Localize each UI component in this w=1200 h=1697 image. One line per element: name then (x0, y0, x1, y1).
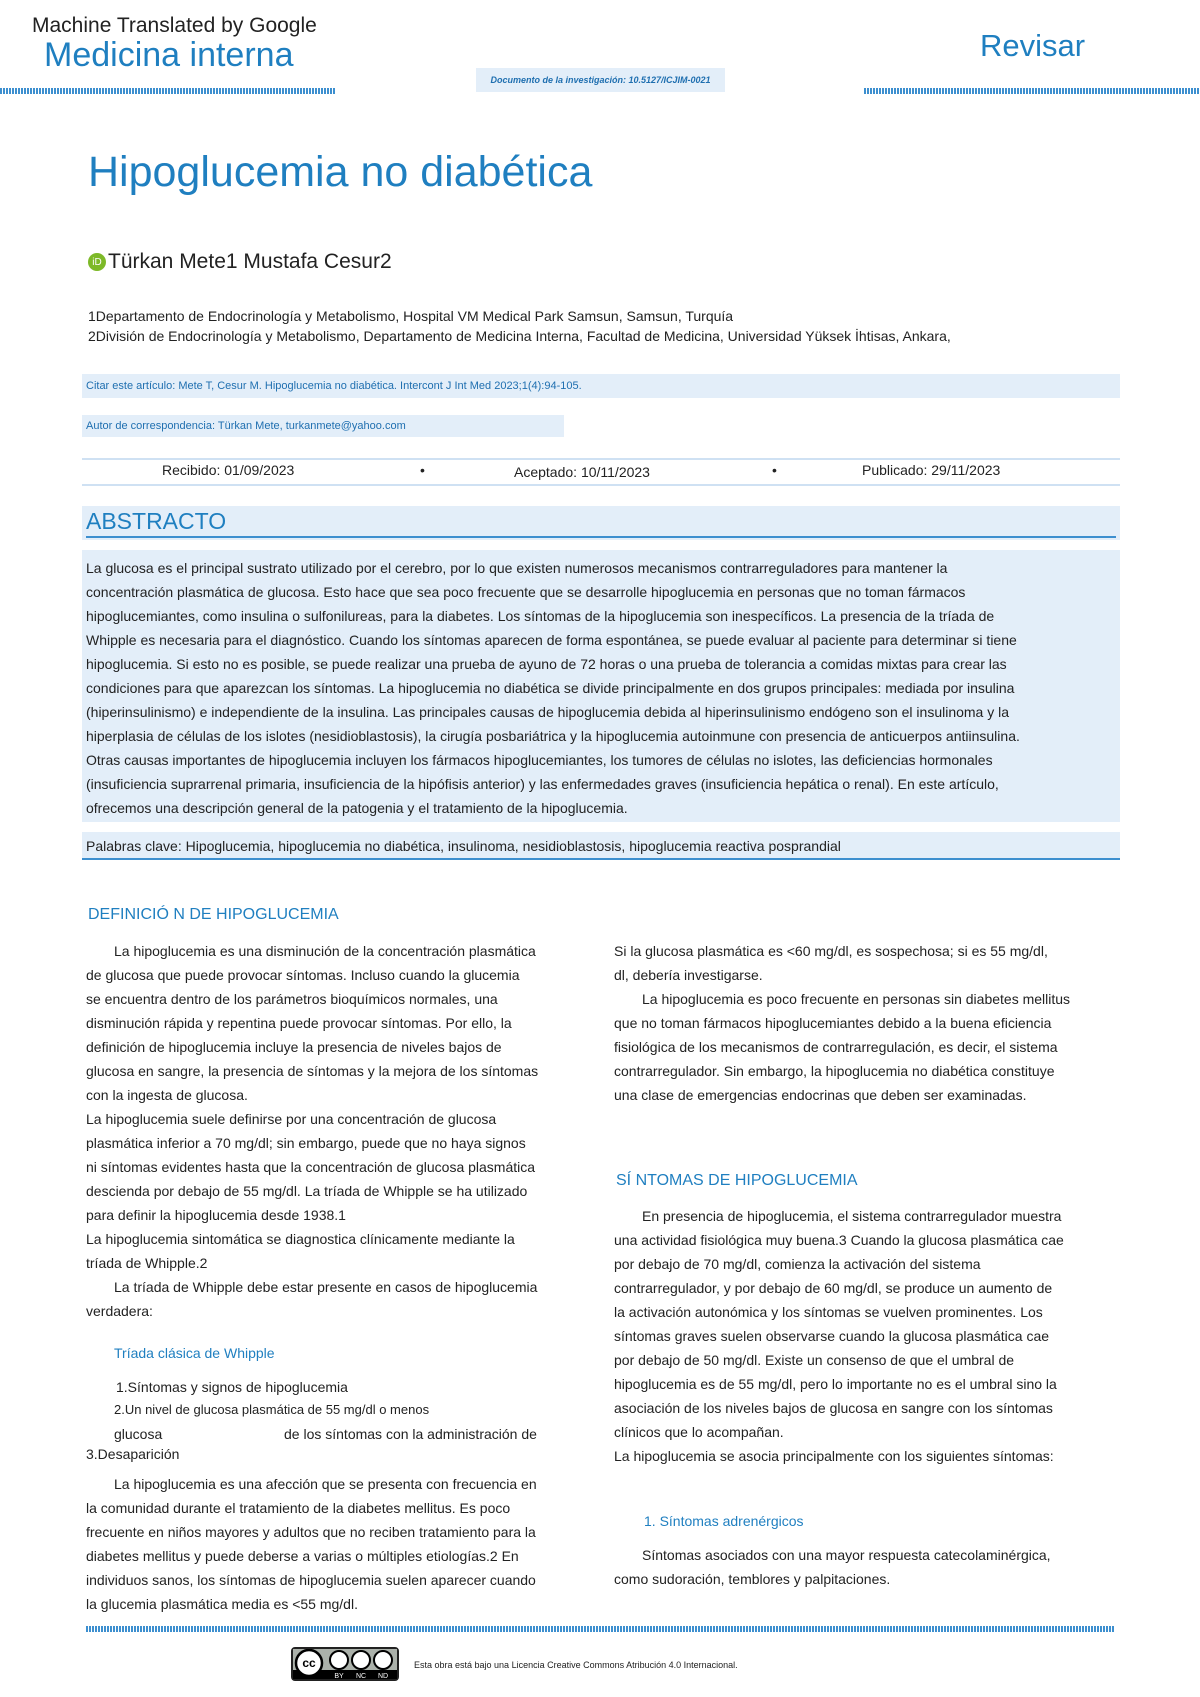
abstract-line: Otras causas importantes de hipoglucemia incluyen los fármacos hipoglucemiantes, los tumores de células no islotes, las deficiencias hormonales (86, 752, 993, 768)
cc-nc-text: NC (355, 1673, 367, 1679)
accepted-date: Aceptado: 10/11/2023 (514, 464, 650, 480)
orcid-icon[interactable]: iD (88, 253, 106, 271)
abstract-line: concentración plasmática de glucosa. Esto hace que sea poco frecuente que se desarrolle hipoglucemia en personas que no toman fármacos (86, 584, 966, 600)
paragraph-line: dl, debería investigarse. (614, 967, 763, 983)
paragraph-line: se encuentra dentro de los parámetros bioquímicos normales, una (86, 991, 498, 1007)
paragraph-line: La hipoglucemia es una disminución de la concentración plasmática (114, 943, 536, 959)
paragraph-line: frecuente en niños mayores y adultos que no reciben tratamiento para la (86, 1524, 536, 1540)
correspondence-box[interactable]: Autor de correspondencia: Türkan Mete, turkanmete@yahoo.com (82, 415, 564, 437)
paragraph-line: para definir la hipoglucemia desde 1938.1 (86, 1207, 346, 1223)
abstract-line: hipoglucemiantes, como insulina o sulfonilureas, para la diabetes. Los síntomas de la hipoglucemia son inespecíficos. La presencia de la tríada de (86, 608, 995, 624)
abstract-line: La glucosa es el principal sustrato utilizado por el cerebro, por lo que existen numerosos mecanismos contrarreguladores para mantener la (86, 560, 948, 576)
abstract-line: hipoglucemia. Si esto no es posible, se puede realizar una prueba de ayuno de 72 horas o una prueba de tolerancia a comidas mixtas para crear las (86, 656, 1007, 672)
whipple-item-1: 1.Síntomas y signos de hipoglucemia (116, 1379, 348, 1395)
right-column-body-2 (614, 1204, 1134, 1468)
affiliation-2: 2División de Endocrinología y Metabolismo, Departamento de Medicina Interna, Facultad de Medicina, Universidad Yüksek İhtisas, Ankara, (88, 328, 951, 344)
affiliation-1: 1Departamento de Endocrinología y Metabolismo, Hospital VM Medical Park Samsun, Samsun, Turquía (88, 308, 734, 324)
abstract-heading: ABSTRACTO (86, 508, 227, 534)
paragraph-line: La hipoglucemia se asocia principalmente con los siguientes síntomas: (614, 1448, 1054, 1464)
abstract-header (82, 506, 1120, 540)
paragraph-line: diabetes mellitus y puede deberse a varias o múltiples etiologías.2 En (86, 1548, 519, 1564)
paragraph-line: La hipoglucemia es poco frecuente en personas sin diabetes mellitus (642, 991, 1071, 1007)
paragraph-line: de glucosa que puede provocar síntomas. Incluso cuando la glucemia (86, 967, 520, 983)
paragraph-line: clínicos que lo acompañan. (614, 1424, 784, 1440)
machine-translated-label: Machine Translated by Google (32, 14, 317, 37)
paragraph-line: que no toman fármacos hipoglucemiantes debido a la buena eficiencia (614, 1015, 1052, 1031)
paragraph-line: Si la glucosa plasmática es <60 mg/dl, es sospechosa; si es 55 mg/dl, (614, 943, 1048, 959)
author-line (88, 250, 392, 274)
date-separator: • (772, 462, 777, 478)
author-names: Türkan Mete1 Mustafa Cesur2 (108, 250, 392, 273)
whipple-item-3-word: glucosa (114, 1426, 163, 1442)
right-column-body-3 (614, 1543, 1134, 1591)
paragraph-line: glucosa en sangre, la presencia de síntomas y la mejora de los síntomas (86, 1063, 539, 1079)
paragraph-line: por debajo de 70 mg/dl, comienza la activación del sistema (614, 1256, 981, 1272)
abstract-line: condiciones para que aparezcan los síntomas. La hipoglucemia no diabética se divide principalmente en dos grupos principales: mediada por insulina (86, 680, 1015, 696)
paragraph-line: En presencia de hipoglucemia, el sistema contrarregulador muestra (642, 1208, 1062, 1224)
paragraph-line: La hipoglucemia sintomática se diagnostica clínicamente mediante la (86, 1231, 515, 1247)
paragraph-line: La tríada de Whipple debe estar presente en casos de hipoglucemia (114, 1279, 538, 1295)
cc-by-text: BY (334, 1673, 344, 1679)
header-stripe-left (0, 88, 336, 94)
cc-license-icon (293, 1649, 397, 1679)
whipple-item-3-label: 3.Desaparición (86, 1446, 180, 1462)
left-column-body-2 (86, 1472, 596, 1616)
published-date: Publicado: 29/11/2023 (862, 462, 1001, 478)
paragraph-line: síntomas graves suelen observarse cuando la glucosa plasmática cae (614, 1328, 1050, 1344)
paragraph-line: definición de hipoglucemia incluye la presencia de niveles bajos de (86, 1039, 502, 1055)
paragraph-line: La hipoglucemia suele definirse por una concentración de glucosa (86, 1111, 497, 1127)
journal-name: Medicina interna (44, 36, 294, 74)
paragraph-line: por debajo de 50 mg/dl. Existe un consenso de que el umbral de (614, 1352, 1015, 1368)
paragraph-line: como sudoración, temblores y palpitaciones. (614, 1571, 891, 1587)
abstract-line: hiperplasia de células de los islotes (nesidioblastosis), la cirugía posbariátrica y la hipoglucemia autoinmune con presencia de anticuerpos antiinsulina. (86, 728, 1020, 744)
abstract-line: (hiperinsulinismo) e independiente de la insulina. Las principales causas de hipoglucemia debida al hiperinsulinismo endógeno son el insulinoma y la (86, 704, 1010, 720)
abstract-body (82, 550, 1120, 822)
paragraph-line: una clase de emergencias endocrinas que deben ser examinadas. (614, 1087, 1027, 1103)
paragraph-line: Síntomas asociados con una mayor respuesta catecolaminérgica, (642, 1547, 1051, 1563)
paragraph-line: fisiológica de los mecanismos de contrarregulación, es decir, el sistema (614, 1039, 1058, 1055)
footer-stripe (86, 1626, 1114, 1632)
paragraph-line: individuos sanos, los síntomas de hipoglucemia suelen aparecer cuando (86, 1572, 536, 1588)
paragraph-line: tríada de Whipple.2 (86, 1255, 208, 1271)
doi-box[interactable]: Documento de la investigación: 10.5127/ICJIM-0021 (476, 68, 725, 92)
whipple-item-2: 2.Un nivel de glucosa plasmática de 55 mg/dl o menos (114, 1402, 430, 1417)
paragraph-line: plasmática inferior a 70 mg/dl; sin embargo, puede que no haya signos (86, 1135, 526, 1151)
article-type-label: Revisar (980, 28, 1086, 63)
cc-mark-text: cc (302, 1656, 316, 1670)
abstract-line: (insuficiencia suprarrenal primaria, insuficiencia de la hipófisis anterior) y las enfermedades graves (insuficiencia hepática o renal). En este artículo, (86, 776, 999, 792)
date-separator: • (420, 462, 425, 478)
paragraph-line: La hipoglucemia es una afección que se presenta con frecuencia en (114, 1476, 537, 1492)
abstract-line: Whipple es necesaria para el diagnóstico. Cuando los síntomas aparecen de forma espontánea, se puede evaluar al paciente para determinar si tiene (86, 632, 1017, 648)
whipple-item-3-text: de los síntomas con la administración de (284, 1426, 537, 1442)
keywords: Palabras clave: Hipoglucemia, hipoglucemia no diabética, insulinoma, nesidioblastosis, hipoglucemia reactiva posprandial (82, 832, 1120, 860)
license-text[interactable]: Esta obra está bajo una Licencia Creative Commons Atribución 4.0 Internacional. (414, 1660, 738, 1670)
paragraph-line: disminución rápida y repentina puede provocar síntomas. Por ello, la (86, 1015, 512, 1031)
abstract-underline (86, 536, 1116, 538)
paragraph-line: contrarregulador, y por debajo de 60 mg/dl, se produce un aumento de (614, 1280, 1053, 1296)
left-column-body (86, 939, 596, 1323)
paragraph-line: la activación autonómica y los síntomas se vuelven prominentes. Los (614, 1304, 1043, 1320)
sub-heading-adrenergic: 1. Síntomas adrenérgicos (644, 1513, 804, 1529)
paragraph-line: contrarregulador. Sin embargo, la hipoglucemia no diabética constituye (614, 1063, 1055, 1079)
article-title: Hipoglucemia no diabética (88, 148, 593, 196)
header-stripe-right (864, 88, 1200, 94)
paragraph-line: la comunidad durante el tratamiento de la diabetes mellitus. Es poco (86, 1500, 511, 1516)
paragraph-line: asociación de los niveles bajos de glucosa en sangre con los síntomas (614, 1400, 1053, 1416)
paragraph-line: una actividad fisiológica muy buena.3 Cuando la glucosa plasmática cae (614, 1232, 1064, 1248)
right-column-body (614, 939, 1134, 1107)
paragraph-line: hipoglucemia es de 55 mg/dl, pero lo importante no es el umbral sino la (614, 1376, 1057, 1392)
paragraph-line: verdadera: (86, 1303, 153, 1319)
section-heading-symptoms: SÍ NTOMAS DE HIPOGLUCEMIA (616, 1172, 858, 1189)
paragraph-line: ni síntomas evidentes hasta que la concentración de glucosa plasmática (86, 1159, 536, 1175)
dates-bar (82, 458, 1120, 486)
paragraph-line: descienda por debajo de 55 mg/dl. La tríada de Whipple se ha utilizado (86, 1183, 528, 1199)
paragraph-line: la glucemia plasmática media es <55 mg/dl. (86, 1596, 358, 1612)
cc-nd-text: ND (377, 1673, 389, 1679)
whipple-heading: Tríada clásica de Whipple (114, 1345, 275, 1361)
section-heading-definition: DEFINICIÓ N DE HIPOGLUCEMIA (88, 906, 339, 923)
paragraph-line: con la ingesta de glucosa. (86, 1087, 248, 1103)
abstract-line: ofrecemos una descripción general de la patogenia y el tratamiento de la hipoglucemia. (86, 800, 628, 816)
received-date: Recibido: 01/09/2023 (162, 462, 295, 478)
cc-license-badge[interactable] (291, 1647, 399, 1681)
citation-box: Citar este artículo: Mete T, Cesur M. Hipoglucemia no diabética. Intercont J Int Med 2023;1(4):94-105. (82, 374, 1120, 398)
